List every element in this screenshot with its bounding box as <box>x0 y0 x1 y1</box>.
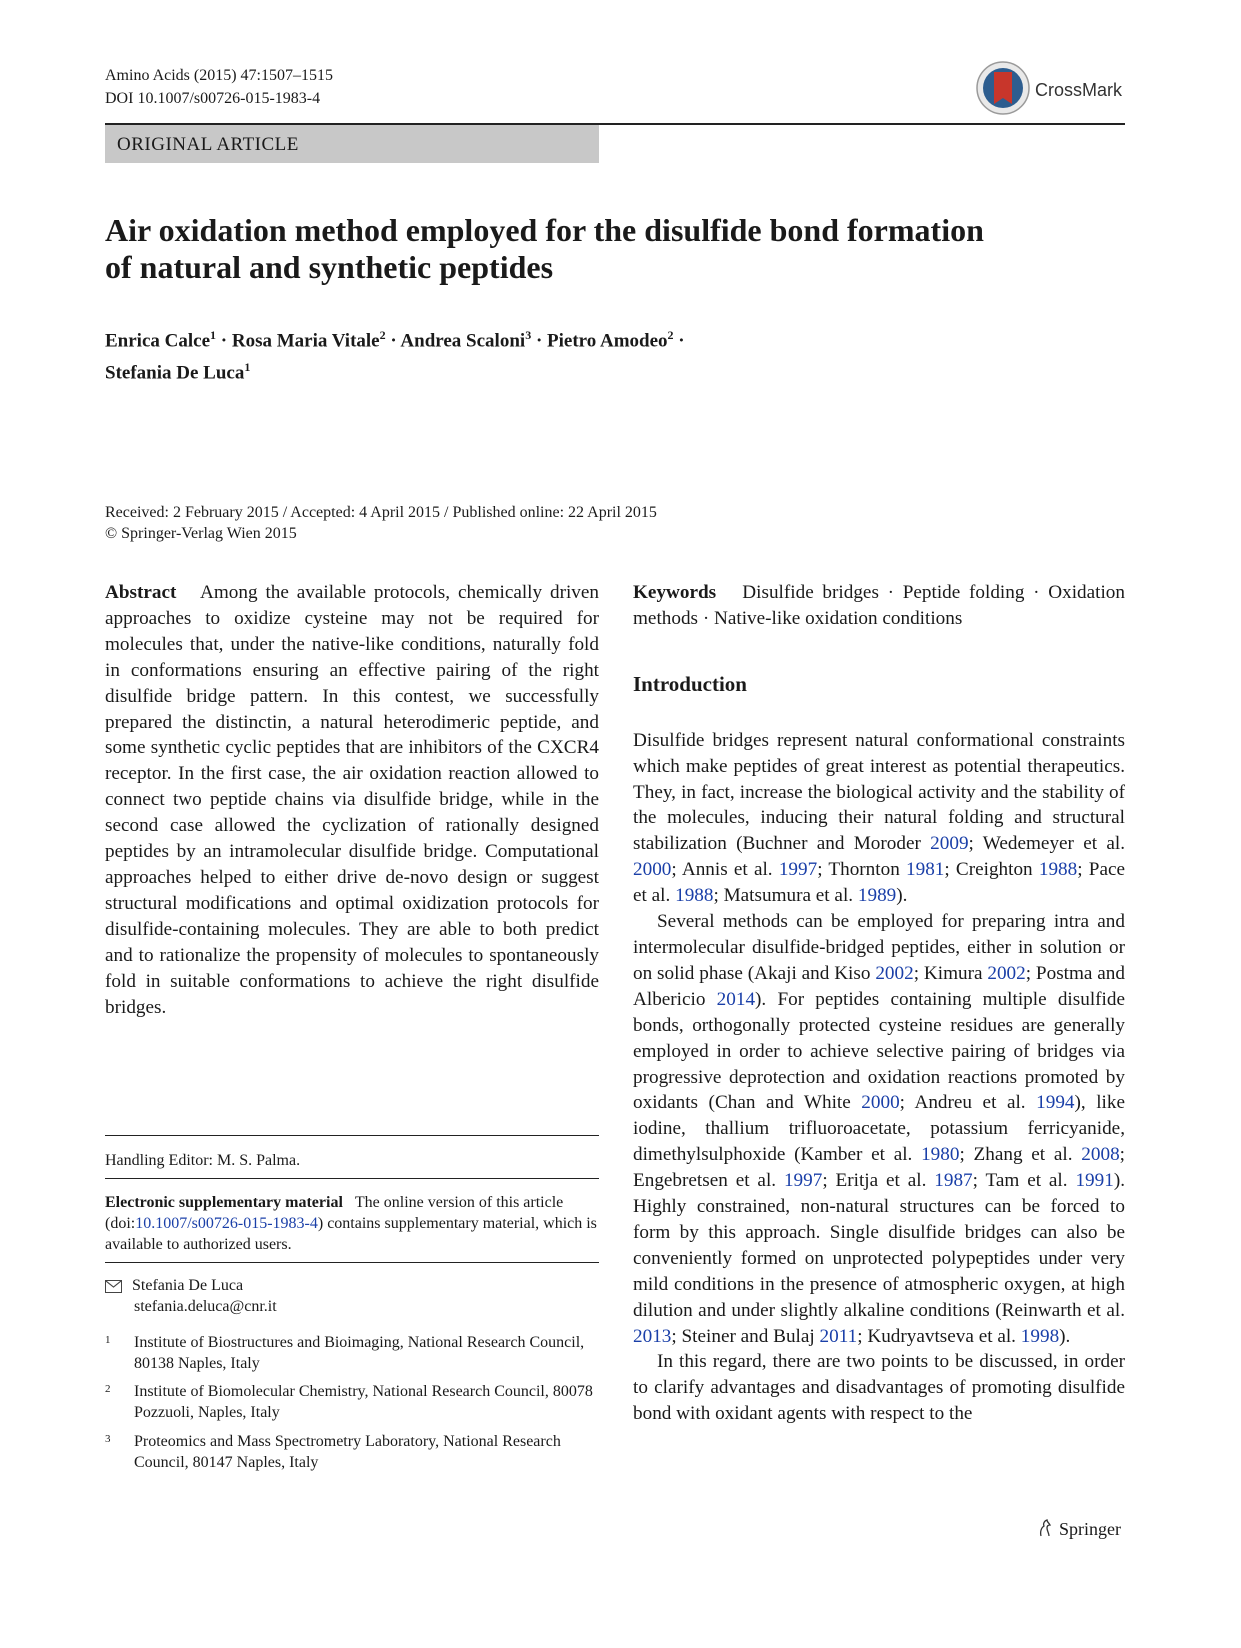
text-run: ; Kudryavtseva et al. <box>857 1325 1021 1347</box>
publisher-logo <box>1035 1518 1121 1540</box>
abstract-section <box>105 580 599 1020</box>
citation-link[interactable]: 1987 <box>934 1170 973 1192</box>
title-line-1: Air oxidation method employed for the disulfide bond formation <box>105 212 984 248</box>
text-run: ; Engebretsen et al. <box>633 1144 1125 1192</box>
doi-link[interactable]: 10.1007/s00726-015-1983-4 <box>135 1215 318 1232</box>
affiliation-text: Proteomics and Mass Spectrometry Laboratory, National Research Council, 80147 Naples, Italy <box>134 1433 561 1471</box>
text-run: ; Matsumura et al. <box>713 885 858 907</box>
crossmark-badge[interactable] <box>975 60 1125 120</box>
text-run: ), like iodine, thallium trifluoroacetate, potassium ferricyanide, dimethylsulphoxide (Kamber et al. <box>633 1092 1125 1166</box>
text-run: ) contains supplementary material, which is available to authorized users. <box>105 1215 597 1253</box>
copyright-line: © Springer-Verlag Wien 2015 <box>105 525 297 542</box>
abstract-text: Among the available protocols, chemically driven approaches to oxidize cysteine may not be required for molecules that, under the native-like conditions, naturally fold in conformations ensuring an effective pairing of the right disulfide bridge pattern. In this contest, we successfully prepared the distinctin, a natural heterodimeric peptide, and some synthetic cyclic peptides that are inhibitors of the CXCR4 receptor. In the first case, the air oxidation reaction allowed to connect two peptide chains via disulfide bridge, while in the second case allowed the cyclization of rationally designed peptides by an intramolecular disulfide bridge. Computational approaches helped to either drive de-novo design or suggest structural modifications and optimal oxidization protocols for disulfide-containing molecules. They are able to both predict and to rationalize the propensity of molecules to spontaneously fold in suitable conformations to achieve the right disulfide bridges. <box>105 582 599 1018</box>
citation-link[interactable]: 1997 <box>783 1170 823 1192</box>
footnote-rule <box>105 1262 599 1263</box>
corresponding-email[interactable]: stefania.deluca@cnr.it <box>134 1298 277 1315</box>
text-run: ; Thornton <box>817 859 906 881</box>
text-run: ; Andreu et al. <box>899 1092 1037 1114</box>
journal-citation: Amino Acids (2015) 47:1507–1515 <box>105 67 333 84</box>
intro-paragraph-3: In this regard, there are two points to be discussed, in order to clarify advantages and disadvantages of promoting disulfide bond with oxidant agents with respect to the <box>633 1351 1125 1425</box>
text-run: ; Creighton <box>944 859 1039 881</box>
text-run: ; Kimura <box>913 962 988 984</box>
corresponding-author <box>105 1275 599 1317</box>
author-name[interactable]: Andrea Scaloni <box>400 330 526 352</box>
affiliation-text: Institute of Biostructures and Bioimaging, National Research Council, 80138 Naples, Italy <box>134 1334 585 1372</box>
author-separator: · <box>385 330 401 352</box>
author-separator: · <box>216 330 232 352</box>
text-run: ; Pace et al. <box>633 859 1125 907</box>
affiliation-number: 3 <box>105 1433 111 1445</box>
crossmark-icon <box>975 60 1031 116</box>
corresponding-name: Stefania De Luca <box>132 1277 244 1294</box>
citation-link[interactable]: 1980 <box>921 1144 960 1166</box>
affiliation-text: Institute of Biomolecular Chemistry, National Research Council, 80078 Pozzuoli, Naples, Italy <box>134 1383 593 1421</box>
text-run: ). Highly constrained, non-natural structures can be forced to form by this approach. Single disulfide bridges can also be conveniently formed on unprotected polypeptides under very mild conditions in the presence of atmospheric oxygen, at high dilution and under slightly alkaline conditions (Reinwarth et al. <box>633 1170 1125 1321</box>
text-run: ; Tam et al. <box>972 1170 1076 1192</box>
affiliation-marker: 2 <box>379 328 386 342</box>
publisher-name: Springer <box>1059 1519 1121 1539</box>
doi: DOI 10.1007/s00726-015-1983-4 <box>105 90 321 107</box>
envelope-icon <box>105 1280 122 1293</box>
text-run: ; Annis et al. <box>671 859 779 881</box>
introduction-heading: Introduction <box>633 671 747 696</box>
citation-link[interactable]: 2009 <box>930 833 969 855</box>
citation-link[interactable]: 2000 <box>633 859 672 881</box>
citation-link[interactable]: 2002 <box>875 962 914 984</box>
abstract-paragraph <box>105 580 599 1020</box>
author-line-2 <box>105 354 1005 386</box>
text-run: ). <box>896 885 908 907</box>
intro-paragraph-2 <box>633 909 1125 1349</box>
citation-link[interactable]: 1994 <box>1036 1092 1075 1114</box>
author-line-1 <box>105 322 1005 354</box>
title-line-2: of natural and synthetic peptides <box>105 249 554 285</box>
author-separator: · <box>673 330 685 352</box>
affiliation-marker: 1 <box>244 360 251 375</box>
intro-paragraph-1 <box>633 728 1125 909</box>
citation-link[interactable]: 2002 <box>987 962 1026 984</box>
affiliation-marker: 3 <box>525 328 532 342</box>
author-name[interactable]: Stefania De Luca <box>105 362 245 384</box>
author-name[interactable]: Pietro Amodeo <box>547 330 668 352</box>
text-run: ). For peptides containing multiple disulfide bonds, orthogonally protected cysteine residues are generally employed in order to achieve selective pairing of bridges via progressive deprotection and oxidation reactions promoted by oxidants (Chan and White <box>633 988 1125 1114</box>
text-run: ; Eritja et al. <box>822 1170 935 1192</box>
citation-link[interactable]: 2013 <box>633 1325 672 1347</box>
footnote-rule <box>105 1178 599 1179</box>
citation-link[interactable]: 1988 <box>1038 859 1078 881</box>
footnote-rule <box>105 1135 599 1136</box>
text-run: Several methods can be employed for preparing intra and intermolecular disulfide-bridged peptides, either in solution or on solid phase (Akaji and Kiso <box>633 911 1125 984</box>
affiliation-marker: 1 <box>210 328 217 342</box>
text-run: ; Zhang et al. <box>959 1144 1082 1166</box>
citation-link[interactable]: 1981 <box>906 859 945 881</box>
abstract-label: Abstract <box>105 582 177 603</box>
supplementary-note <box>105 1192 599 1255</box>
right-column <box>633 580 1125 1427</box>
text-run: ; Wedemeyer et al. <box>968 833 1125 855</box>
citation-link[interactable]: 1997 <box>778 859 818 881</box>
citation-link[interactable]: 2011 <box>819 1325 858 1347</box>
article-type-banner <box>105 125 599 163</box>
journal-info <box>105 64 333 110</box>
publication-dates <box>105 502 657 544</box>
author-name[interactable]: Enrica Calce <box>105 330 211 352</box>
keywords-label: Keywords <box>633 582 717 603</box>
keywords-paragraph <box>633 580 1125 632</box>
handling-editor: Handling Editor: M. S. Palma. <box>105 1152 301 1169</box>
affiliation-marker: 2 <box>667 328 674 342</box>
crossmark-label: CrossMark <box>1035 80 1123 100</box>
citation-link[interactable]: 1989 <box>857 885 897 907</box>
affiliation-number: 1 <box>105 1334 111 1346</box>
text-run: Disulfide bridges represent natural conformational constraints which make peptides of great interest as potential therapeutics. They, in fact, increase the biological activity and the stability of the molecules, inducing their natural folding and structural stabilization (Buchner and Moroder <box>633 729 1125 855</box>
text-run: ; Postma and Albericio <box>633 962 1125 1010</box>
keywords-text: Disulfide bridges · Peptide folding · Oxidation methods · Native-like oxidation conditions <box>633 582 1125 629</box>
text-run: The online version of this article (doi: <box>105 1194 564 1232</box>
author-separator: · <box>531 330 548 352</box>
text-run: ). <box>1059 1325 1071 1347</box>
springer-horse-icon <box>1035 1518 1055 1538</box>
citation-link[interactable]: 2000 <box>861 1092 900 1114</box>
esm-label: Electronic supplementary material <box>105 1194 343 1211</box>
citation-link[interactable]: 1991 <box>1075 1170 1114 1192</box>
citation-link[interactable]: 2014 <box>716 988 756 1010</box>
author-name[interactable]: Rosa Maria Vitale <box>231 330 380 352</box>
citation-link[interactable]: 1988 <box>675 885 714 907</box>
text-run: ; Steiner and Bulaj <box>671 1325 820 1347</box>
author-list <box>105 322 1005 387</box>
citation-link[interactable]: 2008 <box>1081 1144 1120 1166</box>
dates-line: Received: 2 February 2015 / Accepted: 4 April 2015 / Published online: 22 April 2015 <box>105 504 657 521</box>
citation-link[interactable]: 1998 <box>1020 1325 1060 1347</box>
article-title <box>105 212 1105 286</box>
article-type-label: ORIGINAL ARTICLE <box>117 134 299 155</box>
affiliation-number: 2 <box>105 1383 111 1395</box>
